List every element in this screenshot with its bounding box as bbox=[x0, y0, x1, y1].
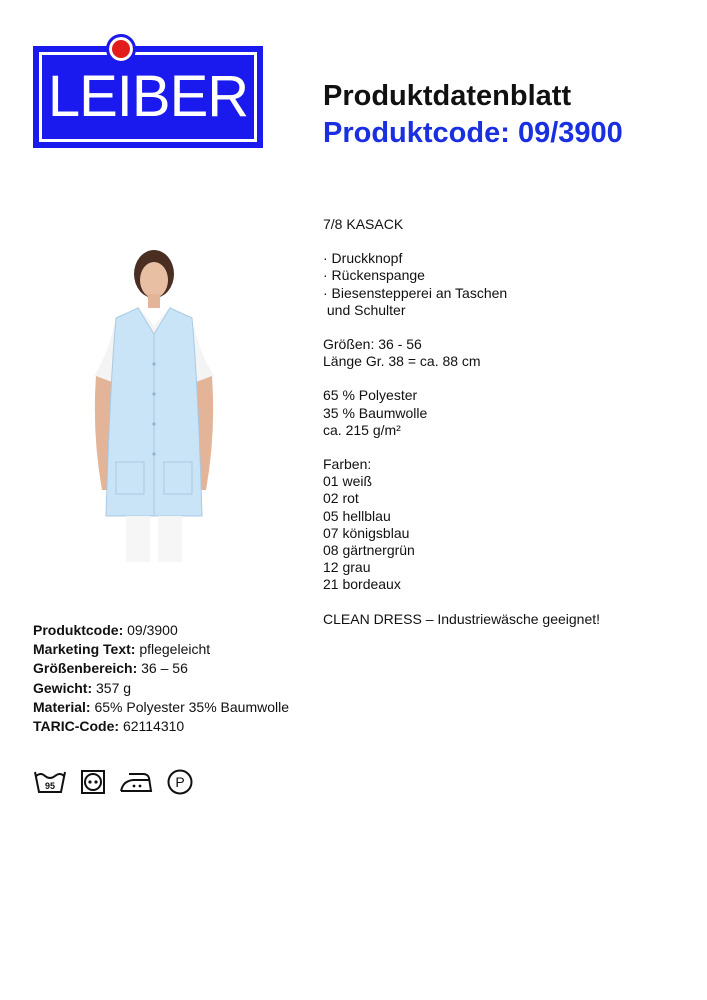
spec-label: Produktcode: bbox=[33, 622, 124, 638]
clean-dress-note: CLEAN DRESS – Industriewäsche geeignet! bbox=[323, 610, 601, 627]
spec-label: TARIC-Code: bbox=[33, 718, 120, 735]
sizes-text: Größen: 36 - 56 bbox=[323, 336, 422, 353]
logo-wordmark: LEIBER bbox=[47, 64, 249, 129]
length-text: Länge Gr. 38 = ca. 88 cm bbox=[323, 353, 481, 370]
spec-value: 36 – 56 bbox=[141, 660, 188, 677]
color-item: 02 rot bbox=[323, 490, 359, 507]
spec-row bbox=[33, 679, 289, 698]
wash-95-icon bbox=[33, 768, 67, 796]
feature-item: · Rückenspange bbox=[323, 267, 425, 284]
wash-temp-label: 95 bbox=[44, 781, 56, 791]
spec-value: pflegeleicht bbox=[139, 641, 211, 658]
spec-row bbox=[33, 698, 289, 717]
feature-item: und Schulter bbox=[323, 301, 406, 318]
spec-row bbox=[33, 717, 289, 736]
colors-heading: Farben: bbox=[323, 456, 372, 473]
spec-list bbox=[33, 621, 289, 736]
spec-value: 357 g bbox=[96, 679, 132, 696]
product-code-title: Produktcode: 09/3900 bbox=[323, 117, 623, 149]
care-symbols bbox=[33, 768, 193, 796]
color-item: 07 königsblau bbox=[323, 524, 410, 541]
spec-value: 65% Polyester 35% Baumwolle bbox=[94, 698, 290, 715]
dry-clean-p-icon bbox=[167, 769, 193, 795]
product-photo bbox=[86, 244, 222, 564]
spec-label: Gewicht: bbox=[33, 679, 93, 696]
color-item: 21 bordeaux bbox=[323, 576, 401, 593]
feature-item: · Druckknopf bbox=[323, 250, 403, 267]
spec-label: Größenbereich: bbox=[33, 660, 138, 677]
spec-row bbox=[33, 640, 289, 659]
material-line: 35 % Baumwolle bbox=[323, 404, 428, 421]
page-title: Produktdatenblatt bbox=[323, 80, 572, 112]
color-item: 08 gärtnergrün bbox=[323, 542, 415, 559]
leiber-logo bbox=[33, 46, 263, 148]
spec-label: Marketing Text: bbox=[33, 641, 136, 658]
spec-row bbox=[33, 659, 289, 678]
color-item: 12 grau bbox=[323, 559, 371, 576]
feature-item: · Biesenstepperei an Taschen bbox=[323, 284, 508, 301]
color-item: 05 hellblau bbox=[323, 507, 391, 524]
dry-clean-label: P bbox=[175, 774, 185, 790]
material-line: ca. 215 g/m² bbox=[323, 421, 401, 438]
logo-red-dot bbox=[106, 34, 136, 64]
tumble-dry-icon bbox=[81, 770, 105, 794]
iron-two-dots-icon bbox=[119, 770, 153, 794]
spec-value: 62114310 bbox=[122, 718, 185, 735]
material-line: 65 % Polyester bbox=[323, 387, 418, 404]
spec-value: 09/3900 bbox=[127, 622, 178, 638]
spec-label: Material: bbox=[33, 698, 91, 715]
spec-row bbox=[33, 621, 289, 640]
product-name: 7/8 KASACK bbox=[323, 216, 404, 232]
product-description bbox=[323, 216, 600, 628]
color-item: 01 weiß bbox=[323, 473, 373, 490]
